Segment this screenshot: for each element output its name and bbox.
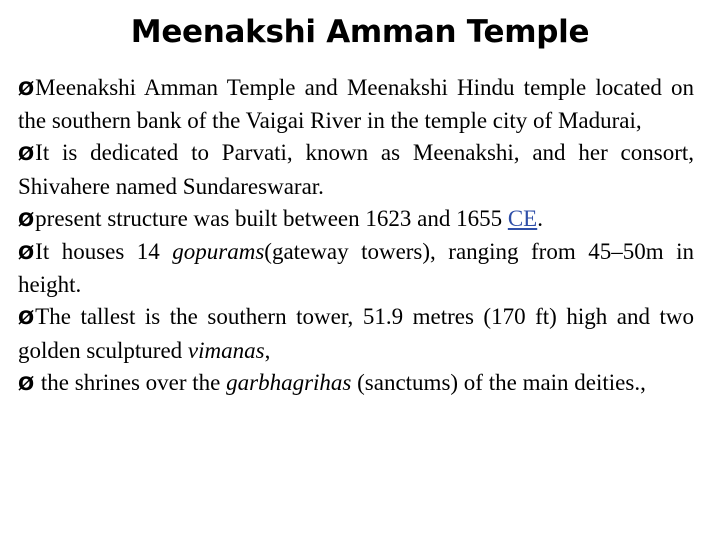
bullet-dedication	[18, 137, 694, 202]
bullet-location	[18, 72, 694, 137]
bullet-text: (sanctums) of the main deities.,	[351, 369, 646, 395]
bullet-text: ,	[264, 337, 271, 363]
bullet-text: Meenakshi	[346, 75, 448, 100]
ce-link[interactable]: CE	[507, 205, 538, 231]
garbhagrihas-term: garbhagrihas	[226, 369, 352, 395]
arrow-bullet-icon: Ø	[18, 143, 35, 166]
slide-title: Meenakshi Amman Temple	[130, 14, 590, 50]
bullet-tallest-tower	[18, 301, 694, 366]
bullet-text: (gateway towers), ranging from 45–50m in height.	[18, 239, 694, 298]
bullet-gopurams	[18, 236, 694, 301]
gopurams-term: gopurams	[172, 239, 265, 265]
bullet-shrines	[18, 367, 694, 400]
bullet-text: The tallest is the southern tower, 51.9 metres (170 ft) high and two golden sculptured	[18, 304, 694, 363]
bullet-text: Hindu temple located on the southern bank of the Vaigai River in the temple city of Madurai,	[18, 75, 694, 134]
arrow-bullet-icon: Ø	[18, 307, 35, 330]
bullet-text: the shrines over the	[35, 369, 227, 395]
bullet-text: .	[537, 205, 543, 231]
arrow-bullet-icon: Ø	[18, 208, 35, 231]
bullet-construction	[18, 203, 694, 236]
vimanas-term: vimanas	[187, 337, 265, 363]
arrow-bullet-icon: Ø	[18, 78, 35, 100]
temple-name-text: Meenakshi Amman Temple	[35, 75, 296, 100]
bullet-list	[18, 72, 694, 400]
arrow-bullet-icon: Ø	[18, 242, 35, 265]
bullet-text: and	[295, 75, 347, 100]
bullet-text: It is dedicated to Parvati, known as Meenakshi, and her consort, Shivahere named Sundareswarar.	[18, 140, 694, 199]
bullet-text: It houses 14	[35, 239, 173, 265]
bullet-text: present structure was built between 1623 and 1655	[35, 205, 508, 231]
arrow-bullet-icon: Ø	[18, 372, 35, 395]
